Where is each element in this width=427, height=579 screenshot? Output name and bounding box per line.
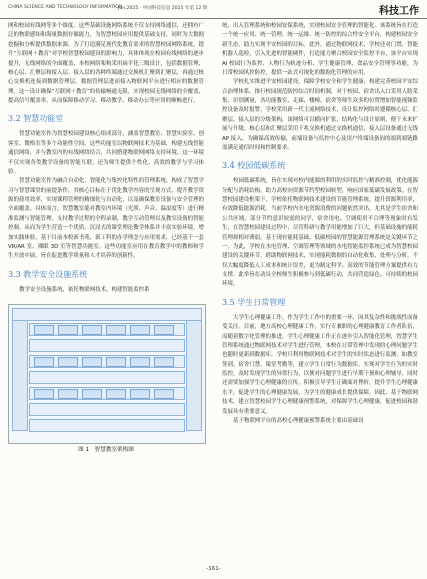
paragraph: 基于物联网平台的高校心理健康预警系统主要由基础设 [233,417,364,424]
architecture-diagram-figure [8,304,206,444]
diagram-node [58,325,78,335]
diagram-node [154,389,174,399]
issue-info: Jun.2025 · 中国科技信息 2025 年第 12 期 [118,6,208,11]
section-heading: 3.3 教学安全设施系统 [8,269,88,279]
diagram-node [154,325,174,335]
page-number: -161- [206,566,221,572]
diagram-node [106,389,126,399]
diagram-node [130,325,150,335]
paragraph: 大学生心理健康工作，作为学生工作中的重要一环，因其复杂性和挑战性而备受关注。目前，地方高校心理健康工作，实行专兼职的心理健康教育工作者队伍，而随着数字化管理的推进，学生心理健康工作正在逐步引入智能化管理，智慧学生管理系统通过物联网技术对学生进行管理，本校在日常管理中发现的心理问题学生也随时更新到数据库。学校只利用物联网技术对学生的实时状态进行监测，如教室签到、宿舍门禁、课堂考勤等，建立学生日常行为数据库，实现对学生行为的实时监控，及时发现学生的异常行为，以便对问题学生进行早期干预和心理辅导。同时还需要加强学生心理健康的宣传，积极引导学生正确面对挫折，提升学生心理健康水平，促进学生的心理健康发展，为学生的健康成长提供保障。因此，基于物联网技术，建立智慧校园学生心理健康预警系统，对保障学生心理健康，促进校园和谐发展具有重要意义。 [222,314,418,415]
running-header [0,0,427,19]
paragraph: 统、出入管理系统和校园安保系统，实现校园安全管理的智能化。该系统旨在打造一个统一应用、统一管理、统一运维、统一防控的综合性安全平台，构建校园安全新生态，助力实现平安校园的目标。此外，通过物联网技术，学校还对门禁、智能机器人巡检，引入先进的智能硬件，打造能力聚合校园安全监控平台，该平台实现 AI 校园行为监控、人物行为轨迹分析、学生健康管理、食品安全管理等功能，为日常校园风控防控，提供一站式可视化的数据化管理的应用。 [222,23,418,76]
journal-english-title: CHINA SCIENCE AND TECHNOLOGY INFORMATION [8,5,123,10]
diagram-node [34,325,54,335]
diagram-node [58,389,78,399]
diagram-side-panel [186,317,202,431]
section-heading: 3.5 学生日常管理 [222,297,286,307]
section-heading: 3.4 校园低碳系统 [222,161,286,171]
diagram-node [106,357,126,367]
diagram-node [34,389,54,399]
paragraph: 学校扎实推进平安校园建设，保障学校安全和学生健康，构建完善校园平安综合治理体系，推行校园规范防控综合时间机制，对于校园、宿舍出入口采用人脸采集、识别测量，各功能教室、走廊、楼梯、宿舍等师生众多的位置增加智能视频监控设备及时报警，学校采用新一代主流网络技术，设计监控网络时遵循核心层、汇聚层、接入层的分级架构，该网络可以横向扩张，结构化与设计原则，便于未来扩展与升级。核心层和汇聚层采用千兆交换机通过交换机通信，接入层设备通过无线 AP 接入，为确保高效传输，前端设备与监控中心及用户终端设备间的端到端链路需满足通信时间和控制要求。 [222,79,418,151]
left-column [8,22,204,455]
diagram-node [130,357,150,367]
diagram-layer [29,355,185,368]
paragraph: 网和校园有线网等多个维度。这些基础设施网络系统不仅支持网络通信，还拥有广泛的物联感知和海量数据存储能力，为智慧校园应用提供基础支持，同时为大数据挖掘和分析提供数据来源。为了打造满足现代化教育需求的智慧校园网络系统，提升“互联网＋教育”对学校智慧校园建设的影响力，具体体现在校园有线网络的逐步提升，无线网络的全面覆盖，本校网络架构采用扁平化三级设计，包括数据管理、核心层、汇聚层和接入层。接入层的各种终端通过交换机汇聚到汇聚层，再通过核心交换机连接到数据管理层，数据管理层进而接入物联网平台进行相应的数据管理。这一设计确保“互联网＋教育”的传输畅通无阻，实现校园无线网络的全覆盖，提高信号覆盖率，从而保障移动学习、移动教学、移动办公等应用的顺畅进行。 [8,23,204,104]
diagram-layer [29,419,185,432]
paragraph: 校园低碳系统，旨在实现对校内能源的利用的实时监控与精准控制，优化能源分配与消耗结构，助力高校向资源节约型校园转型，响应国家低碳发展政策。在智慧校园建设框架下，学校依托物联网技术建设的节能管理系统，提升资源利用率，有效降低能源消耗。当前学校内水电资源浪费的问题依然突出，尤其是学生宿舍和公共区域，部分节约意识较弱的同学，宿舍用电、空调使用不合理等现象时有发生，在智慧校园建设过程中，尽管科研与教学用能增加了巨大，但基础设施的能耗管理却相对薄弱。基于现有能耗基础，低碳校园的智慧能源管理系统是关键环节之一，为此，学校在水电管理、空调管理等领域的水电智能监控系统已成为智慧校园建设的关键环节。借助物联网技术，实现能耗数据的自动化收集、处理与分析，不仅大幅度降低人工成本和统计误差，更为制定科学、高效的节能管理方案提供有力支撑。此举旨在动员全校师生积极参与到低碳行动，共同营造绿色、可持续的校园环境。 [222,178,418,288]
diagram-node [130,389,150,399]
diagram-node [154,357,174,367]
diagram-node [82,357,102,367]
diagram-node [106,325,126,335]
section-title: 科技工作 [379,6,419,17]
diagram-layer [29,371,185,384]
paragraph: 智慧功能室作为融合自动化、智能化与集控化特性的管理系统，构成了智慧学习与智慧课堂的前提条件，其核心目标在于优化教学内容的呈现方式，提升教学资源的使用效率，实现课程管理的精细化与自动化，以及确保教室设备与安全管理的全面覆盖。具体而言，智慧教室能对教室内环境（光照、声音、温湿度等）进行精准监测与智能管理，支持教学过程的全程录制，教学互动管理以及教室设备的智能控制。从而为学生营造一个优质、沉浸式的课堂理论教学体系并丰富实验环境，增加实践体验，基于目前本校新书苑、新工科的办学理念与应用需求，已经基于一套 VR/AR 室、裸眼 3D 室等智慧功能室。这些功能室应用在教育教学中的教师和学生开放中展，旨在促进教学质量和人才培养的创新性。 [8,178,204,260]
diagram-node [58,357,78,367]
paragraph: 智慧功能室作为智慧校园建设核心组成部分，涵盖智慧教室、智慧实验室、创客室、微格室等多个功能性空间。这些功能室以物联网技术为基础，构建无线智能通信网络，并与教室内的有线网络结合，共同搭建物联网网络支持环境。这一环境不仅实现各类教学设备的智能互联，还为师生提供个性化、高效的教学与学习体验。 [8,131,204,175]
diagram-side-panel [12,317,28,431]
diagram-layer [12,308,202,321]
diagram-node [82,389,102,399]
diagram-layer [29,323,185,336]
diagram-node [82,325,102,335]
figure-caption: 图 1 智慧教室架构图 [78,447,134,453]
section-heading: 3.2 智慧功能室 [8,114,64,124]
diagram-layer [29,339,185,352]
paragraph: 教学安全设施系统，依托物联网技术，构建智能监控系 [19,286,150,293]
diagram-layer [29,403,185,416]
right-column [222,22,418,426]
diagram-node [34,357,54,367]
diagram-layer [29,387,185,400]
